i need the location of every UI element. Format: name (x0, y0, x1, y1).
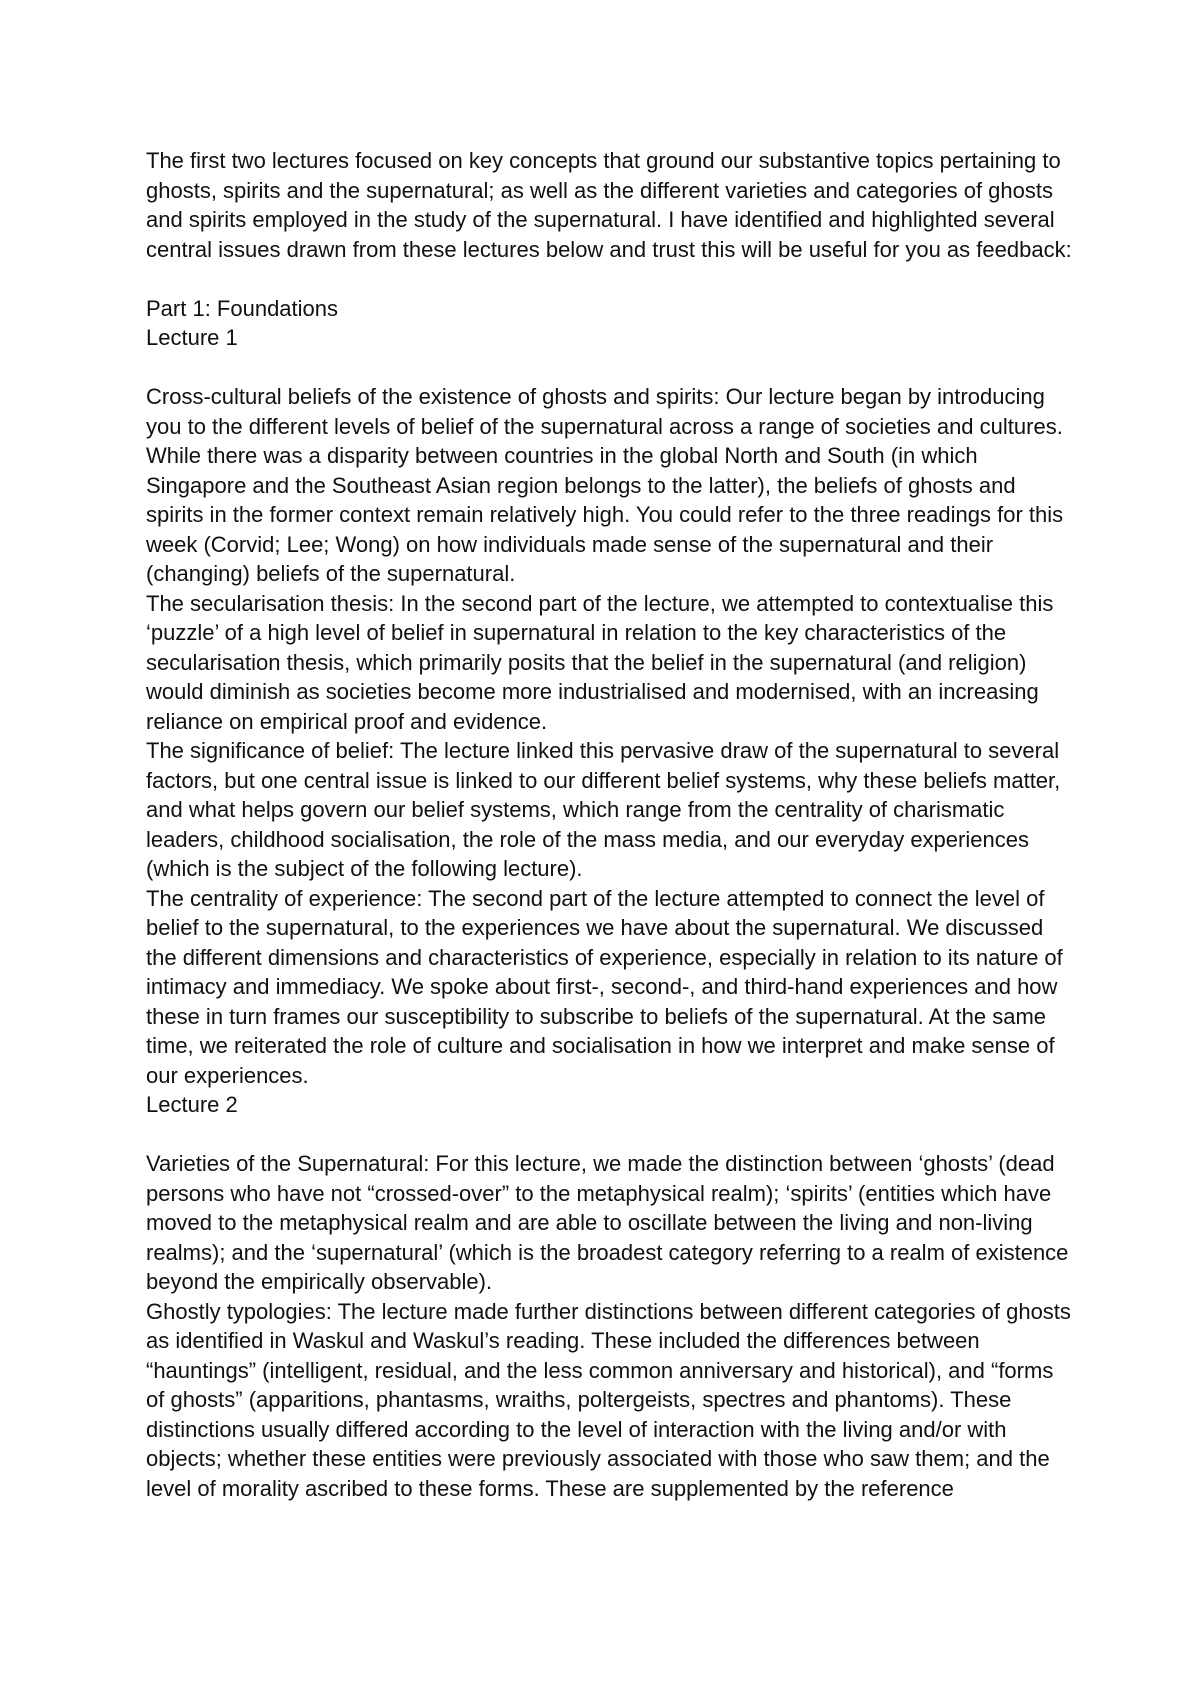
lecture-1-paragraph: The significance of belief: The lecture linked this pervasive draw of the supernatural to several factors, but one central issue is linked to our different belief systems, why these beliefs matter, and what helps govern our belief systems, which range from the centrality of charismatic leaders, childhood socialisation, the role of the mass media, and our everyday experiences (which is the subject of the following lecture). (146, 738, 1061, 881)
lecture-2-paragraph: Varieties of the Supernatural: For this lecture, we made the distinction between ‘ghosts’ (dead persons who have not “crossed-over” to the metaphysical realm); ‘spirits’ (entities which have moved to the metaphysical realm and are able to oscillate between the living and non-living realms); and the ‘supernatural’ (which is the broadest category referring to a realm of existence beyond the empirically observable). (146, 1151, 1069, 1294)
blank-line (146, 353, 1076, 383)
lecture-2-heading: Lecture 2 (146, 1092, 238, 1117)
blank-line (146, 264, 1076, 294)
lecture-1-heading: Lecture 1 (146, 325, 238, 350)
blank-line (146, 1120, 1076, 1150)
lecture-1-paragraph: Cross-cultural beliefs of the existence of ghosts and spirits: Our lecture began by introducing you to the different levels of belief of the supernatural across a range of societies and cultures. While there was a disparity between countries in the global North and South (in which Singapore and the Southeast Asian region belongs to the latter), the beliefs of ghosts and spirits in the former context remain relatively high. You could refer to the three readings for this week (Corvid; Lee; Wong) on how individuals made sense of the supernatural and their (changing) beliefs of the supernatural. (146, 384, 1064, 586)
intro-paragraph: The first two lectures focused on key concepts that ground our substantive topics pertaining to ghosts, spirits and the supernatural; as well as the different varieties and categories of ghosts and spirits employed in the study of the supernatural. I have identified and highlighted several central issues drawn from these lectures below and trust this will be useful for you as feedback: (146, 148, 1072, 262)
lecture-1-paragraph: The secularisation thesis: In the second part of the lecture, we attempted to contextualise this ‘puzzle’ of a high level of belief in supernatural in relation to the key characteristics of the secularisation thesis, which primarily posits that the belief in the supernatural (and religion) would diminish as societies become more industrialised and modernised, with an increasing reliance on empirical proof and evidence. (146, 590, 1054, 734)
part-heading: Part 1: Foundations (146, 295, 339, 321)
lecture-2-paragraph: Ghostly typologies: The lecture made further distinctions between different categories of ghosts as identified in Waskul and Waskul’s reading. These included the differences between “hauntings” (intelligent, residual, and the less common anniversary and historical), and “forms of ghosts” (apparitions, phantasms, wraiths, poltergeists, spectres and phantoms). These distinctions usually differed according to the level of interaction with the living and/or with objects; whether these entities were previously associated with those who saw them; and the level of morality ascribed to these forms. These are supplemented by the reference (146, 1298, 1071, 1501)
lecture-1-paragraph: The centrality of experience: The second part of the lecture attempted to connect the level of belief to the supernatural, to the experiences we have about the supernatural. We discussed the different dimensions and characteristics of experience, especially in relation to its nature of intimacy and immediacy. We spoke about first-, second-, and third-hand experiences and how these in turn frames our susceptibility to subscribe to beliefs of the supernatural. At the same time, we reiterated the role of culture and socialisation in how we interpret and make sense of our experiences. (146, 885, 1063, 1088)
document-body (146, 146, 1076, 1503)
